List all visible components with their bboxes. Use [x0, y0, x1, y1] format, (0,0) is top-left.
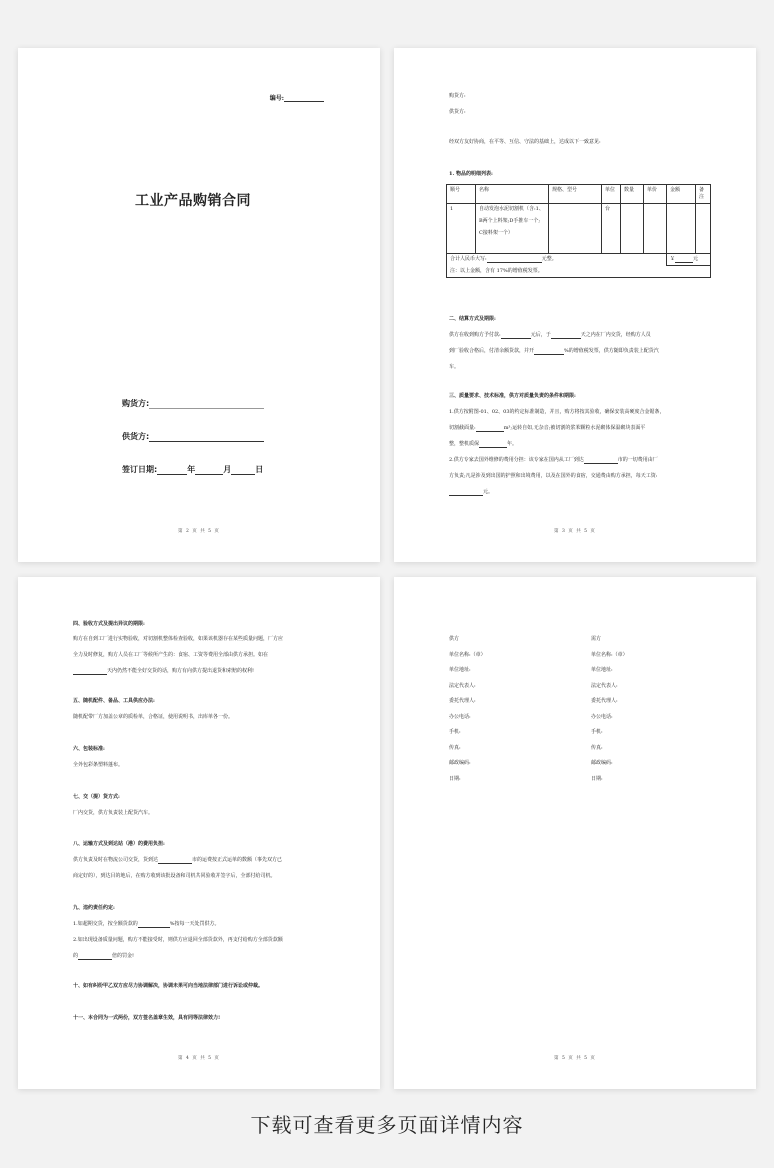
section-2-line-2: 到厂验收合格后，付清余额货款，并开 %的增值税发票，供方随即负责装上配货汽 [449, 348, 659, 354]
contract-number-label: 编号: [269, 95, 284, 102]
supplier-address: 单位地址: [449, 667, 471, 673]
page-footer: 第 4 页 共 5 页 [178, 1056, 220, 1061]
buyer-heading: 需方 [591, 636, 602, 642]
section-3-heading: 三、质量要求、技术标准，供方对质量负责的条件和期限: [449, 393, 576, 399]
section-3-line-3: 整，整机质保 年。 [449, 441, 518, 447]
item-table [446, 184, 711, 278]
section-1-heading: 1. 物品的明细列表: [449, 171, 493, 177]
supplier-legal-rep: 法定代表人: [449, 682, 476, 689]
section-3-line-6: 元。 [449, 489, 493, 496]
supplier-date: 日期: [449, 775, 461, 782]
section-10-text: 十、如有纠纷甲乙双方应尽力协调解决，协调未果可向当地法律部门进行诉讼或仲裁。 [73, 983, 264, 989]
contract-page-4 [18, 577, 380, 1089]
contract-page-3 [394, 48, 756, 562]
buyer-line: 购货方: [449, 93, 466, 99]
section-8-line-2: 商定好的），到达目的地后，在购方收到该批设备和司机共同验收并签字后，全部付给司机。 [73, 873, 276, 879]
buyer-legal-rep: 法定代表人: [591, 682, 618, 689]
buyer-signature-line: 购货方: [122, 398, 264, 409]
table-note-row: 注：以上金额，含有 17%的增值税发票。 [447, 266, 711, 278]
section-9-line-2: 2.如出现设备质量问题，购方不能接受时，则供方应退回全部货款外，再支付给购方全部货款额 [73, 937, 283, 943]
section-2-heading: 二、结算方式及期限: [449, 316, 496, 322]
section-3-line-2: 切割截面量: m³;运转自如,无杂音;被切割的浆苯颗粒水泥砌体保温砌块表面平 [449, 425, 646, 431]
supplier-heading: 供方 [449, 636, 460, 642]
buyer-company-name: 单位名称:（章） [591, 651, 628, 658]
section-9-line-3: 的 倍的罚金! [73, 953, 135, 959]
section-4-line-2: 全力及时修复，购方人员在工厂等候所产生的：食宿、工资等费用全部由供方承担。如在 [73, 652, 269, 658]
section-6-heading: 六、包装标准: [73, 746, 105, 752]
section-9-line-1: 1.如超期交货，按全额货款的 %按每一天处罚供方。 [73, 921, 220, 927]
contract-page-5 [394, 577, 756, 1089]
section-2-line-3: 车。 [449, 364, 460, 370]
buyer-date: 日期: [591, 775, 603, 782]
section-2-line-1: 供方在收到购方予付款: 元后，于 天之内在厂内交货，经购方人员 [449, 332, 651, 338]
page-footer: 第 5 页 共 5 页 [554, 1056, 596, 1061]
buyer-office-phone: 办公电话: [591, 713, 613, 720]
table-total-row: 合计人民币大写: 元整。 ￥ 元 [447, 254, 711, 266]
section-9-heading: 九、违约责任约定: [73, 905, 115, 911]
section-4-line-1: 购方在自到工厂进行实物验收，对切割机整体检查验收，如果该机器存在某些质量问题，厂方应 [73, 636, 284, 642]
buyer-mobile: 手机: [591, 729, 603, 735]
supplier-signature-line: 供货方: [122, 431, 264, 442]
page-footer: 第 3 页 共 5 页 [554, 529, 596, 534]
section-7-heading: 七、交（提）货方式: [73, 794, 120, 800]
section-4-line-3: 天内仍然不能全好交货的话，购方有向供方提出退货和索赔的权利! [73, 668, 254, 675]
buyer-address: 单位地址: [591, 667, 613, 673]
section-7-line-1: 厂内交货，供方负责装上配货汽车。 [73, 810, 154, 816]
section-3-line-1: 1.供方按附图-01、02、03的约定标准制造，并且，购方将按其验收，确保安装高硬度合金锯条， [449, 409, 665, 415]
section-6-line-1: 全外包彩条塑料蓬布。 [73, 762, 124, 768]
section-5-line-1: 随机配带厂方加盖公章的质检单，合格证，使用说明书，出库单各一份。 [73, 714, 234, 720]
contract-title: 工业产品购销合同 [135, 193, 251, 209]
contract-number [270, 93, 324, 102]
buyer-fax: 传真: [591, 744, 603, 751]
section-8-line-1: 供方负责及时在物流公司交货，货到达 市的运费按正式运单的数额（事先双方已 [73, 857, 283, 863]
section-3-line-4: 2.供方专家去国外维修的费用分担：该专家在国内从工厂到达 市的一切费用由厂 [449, 457, 658, 463]
contract-page-2 [18, 48, 380, 562]
supplier-office-phone: 办公电话: [449, 713, 471, 720]
download-more-caption[interactable]: 下载可查看更多页面详情内容 [250, 1113, 524, 1137]
section-8-heading: 八、运输方式及到达站（港）的费用负担: [73, 841, 165, 847]
supplier-agent: 委托代理人: [449, 698, 476, 704]
table-row: 1 自动发泡水泥切割机（含:1、 B两个上料架;D手推车一个; C接料架一个） 台 [447, 204, 711, 254]
buyer-postcode: 邮政编码: [591, 760, 613, 766]
table-header-row: 顺号 名称 规格、型号 单位 数量 单价 金额 备注 [447, 185, 711, 204]
supplier-info-column [449, 632, 486, 787]
signing-date-line: 签订日期: 年 月 日 [122, 465, 264, 474]
supplier-mobile: 手机: [449, 729, 461, 735]
intro-text: 经双方友好协商，在平等、互信、守法的基础上，达成以下一致意见: [449, 139, 601, 145]
section-5-heading: 五、随机配件、备品、工具供应办法: [73, 698, 155, 704]
buyer-agent: 委托代理人: [591, 698, 618, 704]
supplier-line: 供货方: [449, 109, 466, 115]
section-4-heading: 四、验收方式及提出异议的期限: [73, 621, 145, 627]
supplier-company-name: 单位名称:（章） [449, 651, 486, 658]
section-11-text: 十一、本合同为一式两份，双方签名盖章生效，具有同等法律效力! [73, 1015, 221, 1021]
contract-number-blank [284, 93, 324, 102]
section-3-line-5: 方负责;凡是涉及到出国的护照和出境费用，以及在国外的食宿，交通费由购方承担，每天工资: [449, 473, 658, 479]
supplier-fax: 传真: [449, 744, 461, 751]
supplier-postcode: 邮政编码: [449, 760, 471, 766]
buyer-info-column [591, 632, 628, 787]
page-footer: 第 2 页 共 5 页 [178, 529, 220, 534]
